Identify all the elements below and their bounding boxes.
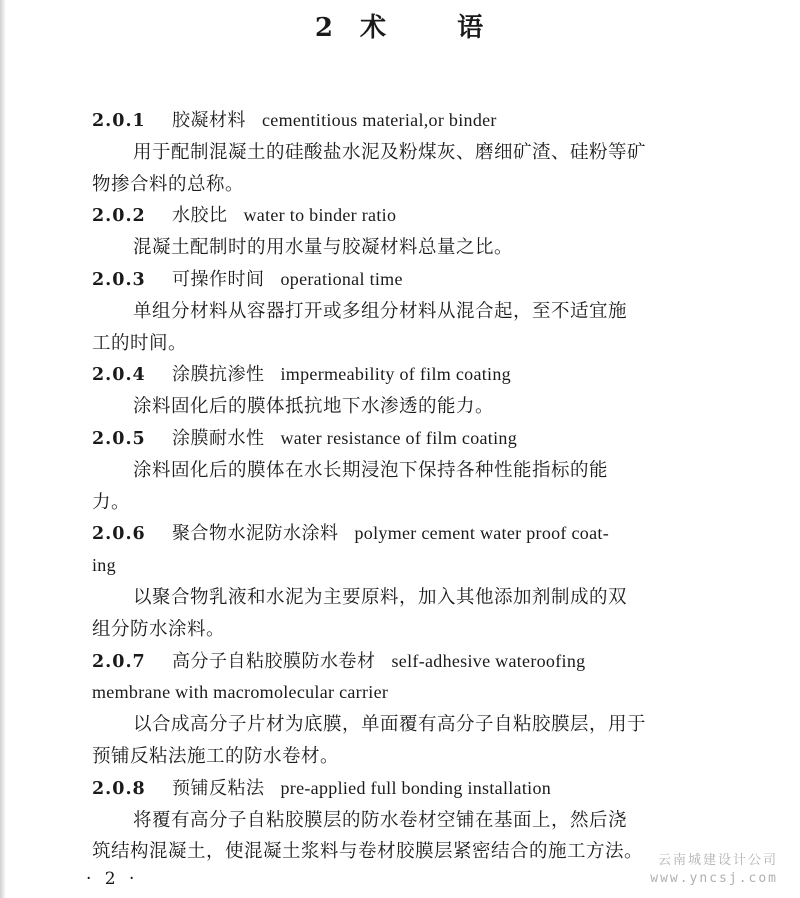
term-definition: 涂料固化后的膜体在水长期浸泡下保持各种性能指标的能: [133, 459, 609, 481]
term-chinese: 涂膜抗渗性: [172, 364, 265, 386]
term-chinese: 可操作时间: [172, 268, 265, 290]
term-chinese: 预铺反粘法: [172, 777, 265, 799]
term-definition: 单组分材料从容器打开或多组分材料从混合起，至不适宜施: [133, 300, 628, 322]
page-number: · 2 ·: [86, 869, 139, 889]
section-title-char-2: 语: [457, 13, 486, 43]
terms-list: [92, 105, 692, 868]
term-heading: [92, 423, 692, 455]
term-heading: [92, 200, 692, 232]
term-heading: [92, 105, 692, 137]
term-english-continued: ing: [92, 555, 116, 576]
term-definition: 以合成高分子片材为底膜，单面覆有高分子自粘胶膜层，用于: [133, 714, 647, 736]
section-title: [0, 8, 800, 48]
term-chinese: 水胶比: [172, 205, 228, 227]
term-definition: 预铺反粘法施工的防水卷材。: [92, 745, 340, 767]
term-number: 2.0.6: [92, 524, 146, 545]
term-english: operational time: [280, 268, 403, 289]
term-definition: 将覆有高分子自粘胶膜层的防水卷材空铺在基面上，然后浇: [133, 809, 628, 831]
watermark-company: 云南城建设计公司: [657, 853, 778, 868]
watermark: [650, 852, 778, 888]
term-chinese: 聚合物水泥防水涂料: [172, 523, 339, 545]
term-number: 2.0.8: [92, 778, 146, 799]
term-english: self-adhesive wateroofing: [391, 650, 586, 671]
term-definition: 工的时间。: [92, 332, 188, 354]
term-english: water to binder ratio: [243, 205, 397, 226]
term-definition: 涂料固化后的膜体抵抗地下水渗透的能力。: [133, 396, 495, 418]
term-number: 2.0.7: [92, 651, 146, 672]
term-definition: 混凝土配制时的用水量与胶凝材料总量之比。: [133, 237, 514, 259]
term-definition: 力。: [92, 491, 131, 513]
term-chinese: 胶凝材料: [172, 110, 246, 131]
term-definition: 用于配制混凝土的硅酸盐水泥及粉煤灰、磨细矿渣、硅粉等矿: [133, 141, 647, 163]
term-english: pre-applied full bonding installation: [280, 777, 552, 798]
watermark-url: www.yncsj.com: [650, 871, 778, 886]
term-chinese: 涂膜耐水性: [172, 427, 265, 449]
term-english-continued: membrane with macromolecular carrier: [92, 682, 389, 703]
page-left-edge: [0, 0, 6, 898]
term-english: cementitious material,or binder: [262, 110, 497, 130]
section-title-char-1: 术: [360, 13, 389, 43]
term-heading: [92, 359, 692, 391]
section-number: 2: [314, 13, 335, 43]
term-number: 2.0.5: [92, 428, 146, 449]
term-chinese: 高分子自粘胶膜防水卷材: [172, 650, 376, 672]
term-heading: [92, 264, 692, 296]
term-number: 2.0.3: [92, 269, 146, 290]
term-number: 2.0.2: [92, 206, 146, 227]
term-heading: [92, 646, 692, 678]
term-english: polymer cement water proof coat-: [354, 523, 609, 544]
term-number: 2.0.1: [92, 111, 146, 131]
term-english: water resistance of film coating: [280, 427, 518, 448]
term-definition: 物掺合料的总称。: [92, 173, 245, 195]
term-definition: 组分防水涂料。: [92, 618, 226, 640]
term-heading: [92, 518, 692, 550]
term-english: impermeability of film coating: [280, 364, 511, 385]
term-heading: [92, 773, 692, 805]
term-definition: 以聚合物乳液和水泥为主要原料，加入其他添加剂制成的双: [133, 586, 628, 608]
term-number: 2.0.4: [92, 365, 146, 386]
term-definition: 筑结构混凝土，使混凝土浆料与卷材胶膜层紧密结合的施工方法。: [92, 841, 644, 863]
